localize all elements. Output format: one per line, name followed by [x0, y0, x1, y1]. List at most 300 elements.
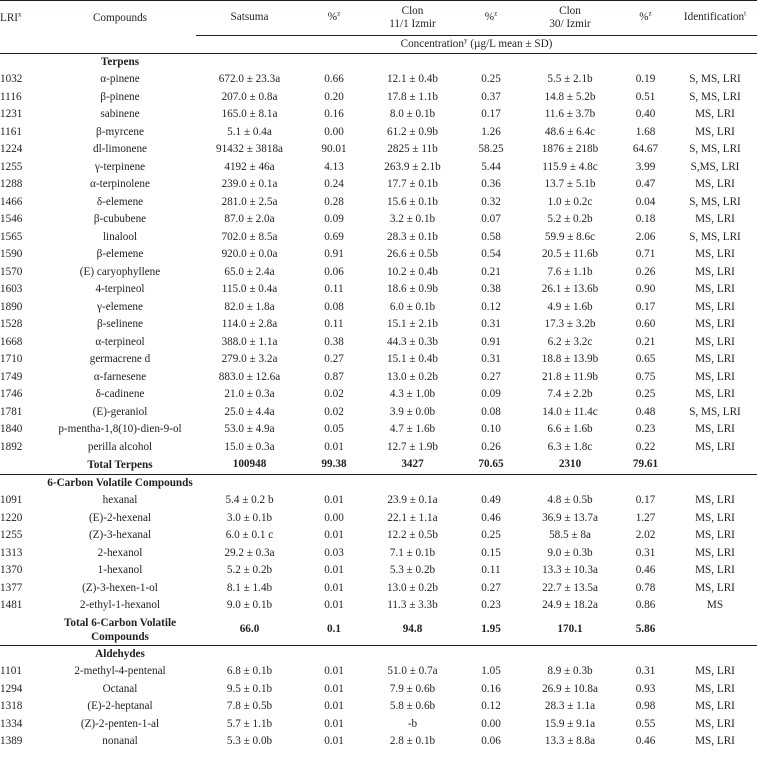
- cell-clon-30: 6.2 ± 3.2c: [547, 335, 593, 348]
- cell-clon-30: 4.8 ± 0.5b: [547, 494, 593, 506]
- cell-compound: germacrene d: [89, 353, 151, 365]
- cell-pct-satsuma: 0.11: [324, 283, 344, 295]
- cell-compound: p-mentha-1,8(10)-dien-9-ol: [58, 423, 182, 435]
- table-row: [0, 421, 757, 439]
- cell-clon-11-1: 17.7 ± 0.1b: [387, 178, 438, 190]
- cell-pct-clon-11-1: 0.27: [481, 370, 501, 383]
- cell-clon-30: 13.7 ± 5.1b: [544, 178, 596, 190]
- cell-identification: MS, LRI: [695, 335, 735, 348]
- total-pct-clon-30: 79.61: [618, 456, 673, 474]
- cell-satsuma: 25.0 ± 4.4a: [224, 405, 275, 418]
- cell-satsuma: 4192 ± 46a: [224, 160, 275, 173]
- cell-lri: 1032: [0, 73, 23, 85]
- cell-lri: 1528: [0, 318, 23, 330]
- cell-pct-satsuma: 0.08: [324, 300, 344, 313]
- cell-compound: (Z)-3-hexanal: [88, 529, 152, 541]
- cell-pct-satsuma: 0.01: [324, 599, 344, 611]
- cell-identification: MS, LRI: [695, 370, 735, 383]
- cell-clon-11-1: 26.6 ± 0.5b: [387, 248, 438, 260]
- table-row: [0, 527, 757, 545]
- cell-identification: MS, LRI: [695, 682, 735, 695]
- cell-pct-satsuma: 0.09: [324, 213, 344, 225]
- cell-lri: 1749: [0, 370, 23, 383]
- table-row: [0, 176, 757, 194]
- cell-pct-clon-11-1: 0.25: [481, 73, 501, 85]
- cell-clon-30: 48.6 ± 6.4c: [544, 125, 596, 138]
- cell-identification: MS, LRI: [695, 388, 735, 400]
- cell-clon-11-1: 61.2 ± 0.9b: [387, 125, 438, 138]
- total-row: [0, 615, 757, 646]
- cell-identification: S, MS, LRI: [689, 230, 741, 243]
- cell-pct-clon-11-1: 0.31: [481, 353, 501, 365]
- cell-pct-clon-30: 0.31: [635, 546, 656, 559]
- cell-pct-satsuma: 0.69: [324, 230, 344, 243]
- cell-identification: S, MS, LRI: [689, 73, 741, 85]
- cell-pct-clon-30: 0.90: [635, 283, 656, 295]
- cell-lri: 1255: [0, 529, 23, 541]
- cell-compound: (Z)-3-hexen-1-ol: [82, 581, 158, 594]
- cell-identification: MS, LRI: [695, 213, 735, 225]
- cell-clon-11-1: 7.9 ± 0.6b: [389, 682, 436, 695]
- cell-pct-clon-11-1: 0.31: [481, 318, 501, 330]
- table-row: [0, 439, 757, 457]
- cell-compound: sabinene: [100, 108, 140, 120]
- cell-clon-11-1: 2825 ± 11b: [387, 143, 438, 155]
- table-row: [0, 124, 757, 142]
- cell-pct-clon-11-1: 0.12: [481, 700, 501, 712]
- cell-compound: dl-limonene: [92, 143, 148, 155]
- cell-satsuma: 15.0 ± 0.3a: [224, 440, 275, 453]
- total-pct-clon-30: 5.86: [618, 615, 673, 646]
- cell-compound: δ-cadinene: [95, 388, 145, 400]
- cell-pct-satsuma: 0.24: [324, 178, 344, 190]
- cell-pct-clon-11-1: 0.11: [481, 564, 501, 576]
- cell-compound: β-cububene: [93, 213, 147, 225]
- cell-satsuma: 5.4 ± 0.2 b: [225, 494, 274, 506]
- table-row: [0, 351, 757, 369]
- cell-pct-satsuma: 0.06: [324, 265, 344, 278]
- cell-pct-satsuma: 0.01: [324, 564, 344, 576]
- cell-pct-clon-11-1: 0.10: [481, 423, 501, 435]
- cell-clon-30: 4.9 ± 1.6b: [547, 300, 593, 313]
- cell-clon-11-1: 17.8 ± 1.1b: [387, 90, 438, 103]
- cell-pct-clon-11-1: 0.54: [481, 248, 501, 260]
- cell-compound: (E)-geraniol: [92, 405, 148, 418]
- cell-satsuma: 239.0 ± 0.1a: [221, 178, 278, 190]
- cell-pct-satsuma: 0.91: [324, 248, 344, 260]
- cell-satsuma: 6.0 ± 0.1 c: [225, 529, 274, 541]
- cell-pct-satsuma: 0.38: [324, 335, 344, 348]
- header-pct-3: %$^z$: [639, 9, 652, 24]
- cell-pct-clon-30: 0.46: [635, 564, 656, 576]
- table-row: [0, 281, 757, 299]
- cell-pct-satsuma: 0.16: [324, 108, 344, 120]
- cell-clon-11-1: 15.1 ± 2.1b: [387, 318, 438, 330]
- cell-pct-clon-11-1: 58.25: [478, 143, 504, 155]
- cell-compound: (Z)-2-penten-1-al: [80, 717, 160, 730]
- total-row: [0, 456, 757, 474]
- cell-pct-clon-30: 0.86: [635, 599, 656, 611]
- cell-pct-clon-30: 0.40: [635, 108, 656, 120]
- cell-pct-clon-30: 0.31: [635, 665, 656, 677]
- cell-compound: α-pinene: [100, 73, 140, 85]
- cell-pct-clon-11-1: 0.23: [481, 599, 501, 611]
- table-row: [0, 159, 757, 177]
- cell-clon-30: 11.6 ± 3.7b: [544, 108, 596, 120]
- cell-pct-clon-30: 1.27: [635, 511, 656, 524]
- cell-pct-clon-11-1: 0.09: [481, 388, 501, 400]
- cell-clon-30: 8.9 ± 0.3b: [547, 665, 593, 677]
- table-row: [0, 733, 757, 751]
- cell-pct-clon-30: 3.99: [635, 160, 656, 173]
- total-label: Total 6-Carbon Volatile Compounds: [44, 615, 196, 646]
- cell-clon-11-1: 22.1 ± 1.1a: [387, 511, 438, 524]
- cell-lri: 1161: [0, 125, 22, 138]
- cell-satsuma: 281.0 ± 2.5a: [221, 195, 278, 208]
- concentration-row: [0, 35, 757, 53]
- cell-clon-11-1: 4.7 ± 1.6b: [389, 423, 436, 435]
- cell-pct-clon-11-1: 0.08: [481, 405, 501, 418]
- table-row: [0, 264, 757, 282]
- cell-pct-clon-11-1: 0.32: [481, 195, 501, 208]
- header-compounds: Compounds: [92, 11, 148, 24]
- cell-identification: MS, LRI: [695, 494, 735, 506]
- cell-pct-clon-30: 0.47: [635, 178, 656, 190]
- cell-clon-30: 115.9 ± 4.8c: [542, 160, 598, 173]
- cell-pct-clon-30: 0.21: [635, 335, 656, 348]
- cell-lri: 1294: [0, 682, 23, 695]
- header-clon-11-1: Clon 11/1 Izmir: [389, 4, 436, 30]
- cell-pct-clon-30: 0.04: [635, 195, 656, 208]
- cell-identification: MS: [706, 599, 724, 611]
- table-row: [0, 194, 757, 212]
- cell-compound: γ-terpinene: [94, 160, 146, 173]
- cell-compound: nonanal: [102, 735, 138, 747]
- cell-clon-30: 18.8 ± 13.9b: [541, 353, 599, 365]
- cell-pct-clon-11-1: 0.27: [481, 581, 501, 594]
- cell-pct-satsuma: 0.01: [324, 440, 344, 453]
- cell-compound: δ-elemene: [96, 195, 144, 208]
- cell-pct-clon-30: 0.26: [635, 265, 656, 278]
- cell-clon-11-1: 7.1 ± 0.1b: [389, 546, 436, 559]
- cell-clon-30: 5.5 ± 2.1b: [547, 73, 593, 85]
- cell-identification: MS, LRI: [695, 423, 735, 435]
- concentration-label: Concentration$^y$ (µg/L mean ± SD): [196, 35, 757, 53]
- cell-compound: β-selinene: [96, 318, 144, 330]
- cell-satsuma: 29.2 ± 0.3a: [224, 546, 275, 559]
- table-row: [0, 404, 757, 422]
- cell-pct-satsuma: 0.01: [324, 682, 344, 695]
- cell-clon-11-1: 2.8 ± 0.1b: [389, 735, 436, 747]
- cell-pct-clon-30: 0.23: [635, 423, 656, 435]
- cell-clon-30: 15.9 ± 9.1a: [544, 717, 596, 730]
- cell-compound: β-elemene: [96, 248, 144, 260]
- section-header-row: [0, 645, 757, 663]
- table-row: [0, 580, 757, 598]
- cell-identification: MS, LRI: [695, 546, 735, 559]
- cell-clon-11-1: 263.9 ± 2.1b: [384, 160, 441, 173]
- cell-identification: MS, LRI: [695, 581, 735, 594]
- cell-compound: perilla alcohol: [87, 440, 153, 453]
- cell-pct-satsuma: 0.66: [324, 73, 344, 85]
- cell-identification: MS, LRI: [695, 265, 735, 278]
- cell-pct-clon-30: 0.75: [635, 370, 656, 383]
- table-row: [0, 545, 757, 563]
- cell-pct-clon-30: 64.67: [632, 143, 659, 155]
- cell-lri: 1546: [0, 213, 23, 225]
- cell-clon-30: 22.7 ± 13.5a: [542, 581, 598, 594]
- cell-lri: 1668: [0, 335, 23, 348]
- cell-clon-11-1: 18.6 ± 0.9b: [387, 283, 438, 295]
- section-header-row: [0, 474, 757, 492]
- cell-pct-clon-11-1: 0.91: [481, 335, 501, 348]
- cell-pct-clon-30: 0.25: [635, 388, 656, 400]
- cell-clon-11-1: 13.0 ± 0.2b: [387, 581, 438, 594]
- cell-lri: 1313: [0, 546, 23, 559]
- table-row: [0, 106, 757, 124]
- cell-pct-satsuma: 0.05: [324, 423, 344, 435]
- cell-clon-11-1: 12.2 ± 0.5b: [387, 529, 438, 541]
- cell-pct-clon-30: 0.46: [635, 735, 656, 747]
- cell-lri: 1224: [0, 143, 23, 155]
- cell-satsuma: 114.0 ± 2.8a: [221, 318, 278, 330]
- cell-identification: MS, LRI: [695, 665, 735, 677]
- cell-satsuma: 702.0 ± 8.5a: [221, 230, 278, 243]
- cell-pct-clon-30: 0.78: [635, 581, 656, 594]
- section-header-row: [0, 53, 757, 71]
- cell-satsuma: 920.0 ± 0.0a: [221, 248, 278, 260]
- cell-pct-clon-11-1: 0.26: [481, 440, 501, 453]
- cell-pct-clon-11-1: 1.26: [481, 125, 501, 138]
- cell-identification: S, MS, LRI: [689, 90, 741, 103]
- cell-identification: MS, LRI: [695, 283, 735, 295]
- total-pct-satsuma: 0.1: [303, 615, 365, 646]
- cell-pct-clon-30: 0.51: [635, 90, 656, 103]
- cell-pct-satsuma: 0.01: [324, 717, 344, 730]
- table-row: [0, 316, 757, 334]
- total-clon-30: 2310: [522, 456, 618, 474]
- cell-lri: 1590: [0, 248, 23, 260]
- cell-lri: 1481: [0, 599, 23, 611]
- cell-pct-satsuma: 0.01: [324, 529, 344, 541]
- cell-identification: MS, LRI: [695, 735, 735, 747]
- cell-compound: 2-hexanol: [97, 546, 143, 559]
- cell-lri: 1220: [0, 511, 23, 524]
- cell-compound: Octanal: [102, 682, 138, 695]
- cell-clon-30: 59.9 ± 8.6c: [544, 230, 596, 243]
- cell-pct-satsuma: 0.01: [324, 735, 344, 747]
- cell-lri: 1389: [0, 735, 23, 747]
- table-row: [0, 211, 757, 229]
- cell-identification: MS, LRI: [695, 108, 735, 120]
- cell-pct-satsuma: 0.02: [324, 405, 344, 418]
- cell-compound: 4-terpineol: [95, 283, 145, 295]
- cell-lri: 1318: [0, 700, 23, 712]
- cell-compound: (E)-2-hexenal: [88, 511, 152, 524]
- section-title: Terpens: [100, 55, 140, 68]
- table-row: [0, 597, 757, 615]
- cell-compound: 1-hexanol: [97, 564, 143, 576]
- total-label: Total Terpens: [44, 456, 196, 474]
- cell-clon-11-1: 3.9 ± 0.0b: [389, 405, 436, 418]
- header-identification: Identification$^t$: [683, 9, 747, 24]
- cell-identification: S, MS, LRI: [689, 405, 741, 418]
- cell-clon-11-1: 44.3 ± 0.3b: [387, 335, 438, 348]
- cell-lri: 1710: [0, 353, 23, 365]
- cell-clon-30: 13.3 ± 8.8a: [544, 735, 596, 747]
- cell-identification: MS, LRI: [695, 125, 735, 138]
- cell-pct-clon-30: 2.02: [635, 529, 656, 541]
- header-pct-1: %$^z$: [327, 9, 341, 24]
- cell-clon-30: 21.8 ± 11.9b: [541, 370, 599, 383]
- cell-pct-clon-11-1: 0.25: [481, 529, 501, 541]
- cell-pct-clon-11-1: 0.00: [481, 717, 501, 730]
- cell-pct-clon-11-1: 0.15: [481, 546, 501, 559]
- cell-satsuma: 115.0 ± 0.4a: [221, 283, 278, 295]
- cell-clon-30: 17.3 ± 3.2b: [544, 318, 596, 330]
- cell-clon-11-1: 13.0 ± 0.2b: [387, 370, 438, 383]
- table-row: [0, 369, 757, 387]
- table-row: [0, 716, 757, 734]
- total-pct-clon-11-1: 1.95: [460, 615, 522, 646]
- cell-satsuma: 82.0 ± 1.8a: [224, 300, 275, 313]
- section-title: Aldehydes: [95, 647, 145, 660]
- table-row: [0, 71, 757, 89]
- table-row: [0, 386, 757, 404]
- cell-identification: MS, LRI: [695, 353, 735, 365]
- cell-pct-clon-30: 0.98: [635, 700, 656, 712]
- cell-satsuma: 5.1 ± 0.4a: [227, 125, 272, 138]
- cell-compound: β-myrcene: [96, 125, 144, 138]
- cell-pct-clon-30: 1.68: [635, 125, 656, 138]
- cell-clon-30: 26.1 ± 13.6b: [541, 283, 599, 295]
- cell-compound: (E)-2-heptanal: [87, 700, 153, 712]
- cell-satsuma: 672.0 ± 23.3a: [218, 73, 281, 85]
- cell-pct-clon-30: 0.18: [635, 213, 656, 225]
- cell-pct-clon-30: 0.93: [635, 682, 656, 695]
- cell-clon-11-1: 5.3 ± 0.2b: [389, 564, 436, 576]
- cell-pct-clon-11-1: 0.58: [481, 230, 501, 243]
- cell-pct-clon-11-1: 0.12: [481, 300, 501, 313]
- cell-satsuma: 207.0 ± 0.8a: [221, 90, 278, 103]
- cell-clon-30: 14.8 ± 5.2b: [544, 90, 596, 103]
- cell-compound: β-pinene: [100, 90, 140, 103]
- cell-pct-clon-30: 0.55: [635, 717, 656, 730]
- cell-identification: MS, LRI: [695, 529, 735, 541]
- cell-clon-30: 26.9 ± 10.8a: [542, 682, 598, 695]
- cell-clon-11-1: 15.1 ± 0.4b: [387, 353, 438, 365]
- total-satsuma: 100948: [196, 456, 303, 474]
- cell-pct-clon-30: 0.71: [635, 248, 656, 260]
- cell-satsuma: 9.5 ± 0.1b: [226, 682, 273, 695]
- cell-pct-clon-11-1: 0.21: [481, 265, 501, 278]
- cell-pct-satsuma: 0.00: [324, 511, 344, 524]
- cell-pct-satsuma: 0.00: [324, 125, 344, 138]
- cell-lri: 1890: [0, 300, 23, 313]
- cell-lri: 1466: [0, 195, 23, 208]
- cell-clon-11-1: 12.7 ± 1.9b: [387, 440, 438, 453]
- cell-clon-11-1: 28.3 ± 0.1b: [387, 230, 438, 243]
- cell-satsuma: 279.0 ± 3.2a: [221, 353, 278, 365]
- table-row: [0, 698, 757, 716]
- cell-clon-30: 58.5 ± 8a: [549, 529, 591, 541]
- cell-lri: 1101: [0, 665, 22, 677]
- cell-pct-clon-30: 0.17: [635, 494, 656, 506]
- table-row: [0, 681, 757, 699]
- cell-satsuma: 7.8 ± 0.5b: [226, 700, 273, 712]
- cell-clon-11-1: 4.3 ± 1.0b: [389, 388, 436, 400]
- cell-compound: α-terpineol: [95, 335, 145, 348]
- cell-pct-clon-11-1: 0.36: [481, 178, 501, 190]
- cell-pct-satsuma: 0.11: [324, 318, 344, 330]
- cell-clon-11-1: 51.0 ± 0.7a: [387, 665, 438, 677]
- table-body: [0, 53, 757, 751]
- cell-identification: MS, LRI: [695, 564, 735, 576]
- cell-satsuma: 6.8 ± 0.1b: [226, 665, 273, 677]
- cell-satsuma: 388.0 ± 1.1a: [221, 335, 278, 348]
- cell-lri: 1370: [0, 564, 23, 576]
- cell-clon-30: 7.6 ± 1.1b: [547, 265, 593, 278]
- cell-clon-30: 28.3 ± 1.1a: [544, 700, 596, 712]
- header-pct-2: %$^z$: [484, 9, 498, 24]
- cell-identification: MS, LRI: [695, 300, 735, 313]
- table-row: [0, 334, 757, 352]
- cell-lri: 1892: [0, 440, 23, 453]
- cell-pct-clon-30: 0.17: [635, 300, 656, 313]
- cell-identification: MS, LRI: [695, 700, 735, 712]
- cell-pct-clon-30: 2.06: [635, 230, 656, 243]
- cell-lri: 1255: [0, 160, 23, 173]
- total-pct-satsuma: 99.38: [303, 456, 365, 474]
- cell-pct-clon-30: 0.48: [635, 405, 656, 418]
- cell-clon-11-1: 10.2 ± 0.4b: [387, 265, 438, 278]
- cell-clon-11-1: 15.6 ± 0.1b: [387, 195, 438, 208]
- total-pct-clon-11-1: 70.65: [460, 456, 522, 474]
- cell-satsuma: 87.0 ± 2.0a: [224, 213, 275, 225]
- cell-pct-clon-11-1: 0.49: [481, 494, 501, 506]
- table-row: [0, 492, 757, 510]
- cell-pct-satsuma: 0.01: [324, 665, 344, 677]
- cell-pct-clon-11-1: 1.05: [481, 665, 501, 677]
- total-clon-11-1: 94.8: [365, 615, 460, 646]
- cell-clon-30: 24.9 ± 18.2a: [542, 599, 598, 611]
- cell-pct-clon-11-1: 0.37: [481, 90, 501, 103]
- cell-clon-30: 1.0 ± 0.2c: [547, 195, 593, 208]
- header-lri: LRI$^x$: [0, 9, 22, 24]
- cell-compound: γ-elemene: [97, 300, 143, 313]
- cell-lri: 1746: [0, 388, 23, 400]
- cell-satsuma: 91432 ± 3818a: [215, 143, 284, 155]
- table-row: [0, 229, 757, 247]
- cell-pct-clon-30: 0.65: [635, 353, 656, 365]
- cell-compound: α-terpinolene: [90, 178, 150, 190]
- cell-pct-clon-11-1: 0.16: [481, 682, 501, 695]
- cell-lri: 1570: [0, 265, 23, 278]
- total-clon-11-1: 3427: [365, 456, 460, 474]
- cell-compound: linalool: [102, 230, 138, 243]
- cell-satsuma: 5.2 ± 0.2b: [226, 564, 273, 576]
- cell-clon-11-1: 8.0 ± 0.1b: [389, 108, 436, 120]
- cell-pct-satsuma: 0.01: [324, 494, 344, 506]
- cell-satsuma: 5.7 ± 1.1b: [226, 717, 273, 730]
- cell-clon-11-1: 6.0 ± 0.1b: [389, 300, 436, 313]
- cell-pct-satsuma: 0.03: [324, 546, 344, 559]
- cell-satsuma: 65.0 ± 2.4a: [224, 265, 275, 278]
- cell-clon-30: 9.0 ± 0.3b: [547, 546, 593, 559]
- cell-clon-11-1: 5.8 ± 0.6b: [389, 700, 436, 712]
- cell-pct-satsuma: 4.13: [324, 160, 344, 173]
- cell-identification: MS, LRI: [695, 178, 735, 190]
